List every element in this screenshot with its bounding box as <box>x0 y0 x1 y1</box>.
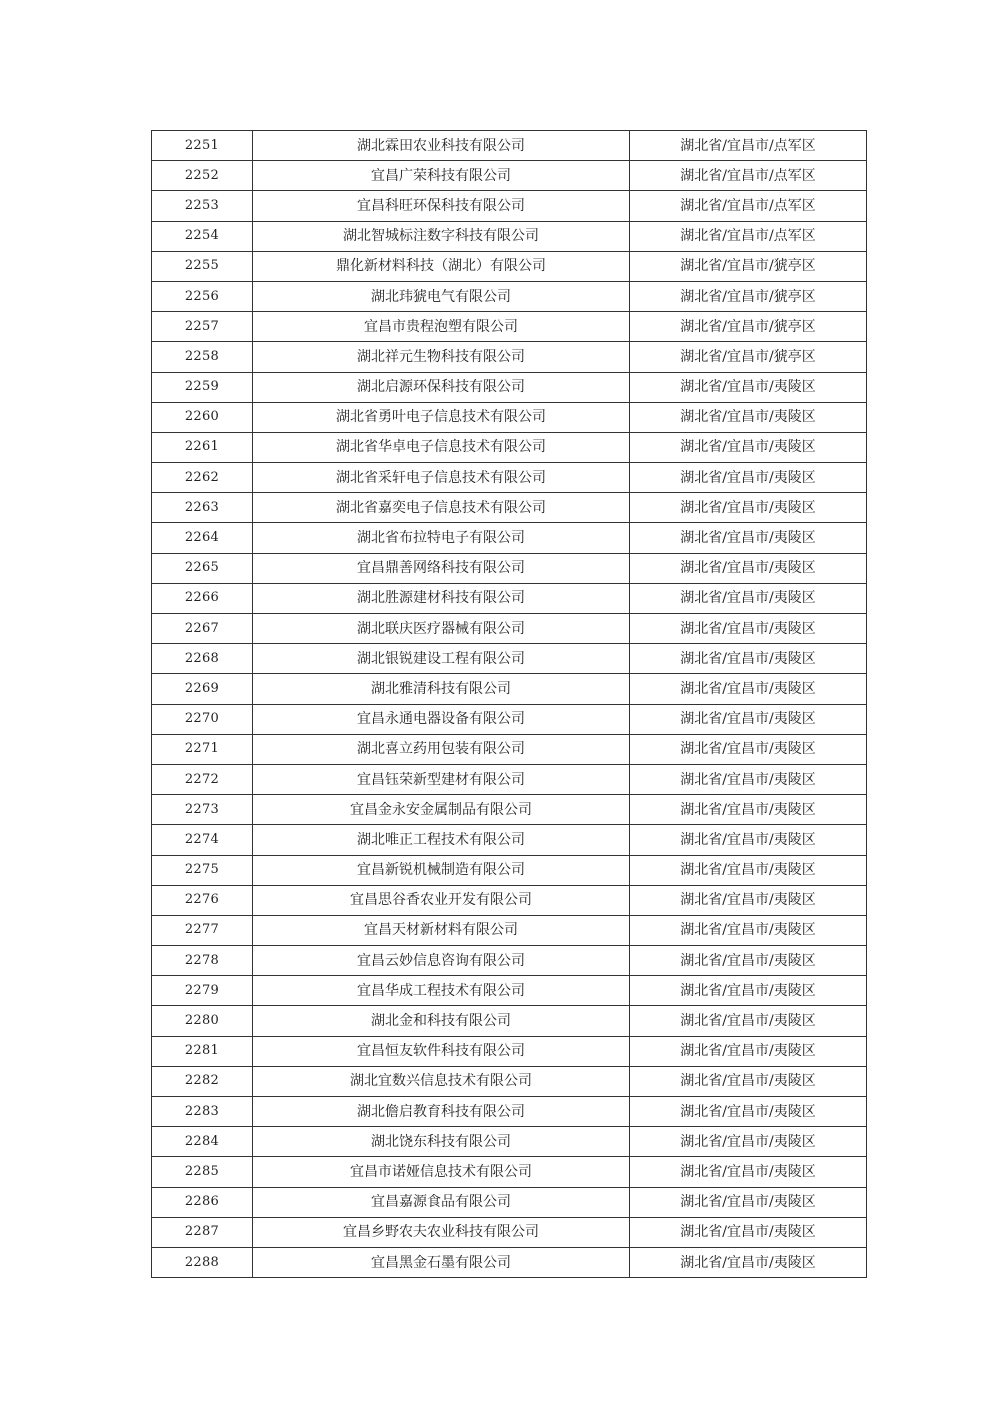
row-number: 2275 <box>152 855 253 885</box>
row-number: 2277 <box>152 915 253 945</box>
company-region: 湖北省/宜昌市/猇亭区 <box>630 251 867 281</box>
company-name: 湖北霖田农业科技有限公司 <box>253 131 630 161</box>
company-name: 宜昌华成工程技术有限公司 <box>253 976 630 1006</box>
company-name: 湖北省布拉特电子有限公司 <box>253 523 630 553</box>
company-region: 湖北省/宜昌市/夷陵区 <box>630 915 867 945</box>
row-number: 2251 <box>152 131 253 161</box>
company-name: 宜昌新锐机械制造有限公司 <box>253 855 630 885</box>
company-region: 湖北省/宜昌市/点军区 <box>630 131 867 161</box>
company-name: 湖北宜数兴信息技术有限公司 <box>253 1066 630 1096</box>
table-row <box>152 976 867 1006</box>
table-row <box>152 131 867 161</box>
company-name: 宜昌天材新材料有限公司 <box>253 915 630 945</box>
row-number: 2268 <box>152 644 253 674</box>
company-region: 湖北省/宜昌市/夷陵区 <box>630 946 867 976</box>
company-name: 湖北唯正工程技术有限公司 <box>253 825 630 855</box>
company-region: 湖北省/宜昌市/夷陵区 <box>630 976 867 1006</box>
company-name: 宜昌科旺环保科技有限公司 <box>253 191 630 221</box>
table-row <box>152 614 867 644</box>
row-number: 2255 <box>152 251 253 281</box>
company-region: 湖北省/宜昌市/夷陵区 <box>630 402 867 432</box>
table-row <box>152 825 867 855</box>
company-region: 湖北省/宜昌市/夷陵区 <box>630 432 867 462</box>
company-name: 湖北省采轩电子信息技术有限公司 <box>253 463 630 493</box>
company-region: 湖北省/宜昌市/夷陵区 <box>630 614 867 644</box>
table-row <box>152 855 867 885</box>
company-region: 湖北省/宜昌市/猇亭区 <box>630 312 867 342</box>
table-row <box>152 1247 867 1277</box>
table-row <box>152 281 867 311</box>
company-name: 宜昌永通电器设备有限公司 <box>253 704 630 734</box>
company-name: 宜昌云妙信息咨询有限公司 <box>253 946 630 976</box>
company-name: 宜昌乡野农夫农业科技有限公司 <box>253 1217 630 1247</box>
company-region: 湖北省/宜昌市/夷陵区 <box>630 1127 867 1157</box>
company-name: 湖北玮猇电气有限公司 <box>253 281 630 311</box>
row-number: 2286 <box>152 1187 253 1217</box>
company-region: 湖北省/宜昌市/夷陵区 <box>630 1036 867 1066</box>
row-number: 2263 <box>152 493 253 523</box>
row-number: 2252 <box>152 161 253 191</box>
table-row <box>152 885 867 915</box>
row-number: 2285 <box>152 1157 253 1187</box>
table-row <box>152 553 867 583</box>
company-name: 湖北金和科技有限公司 <box>253 1006 630 1036</box>
table-row <box>152 1127 867 1157</box>
company-name: 宜昌市诺娅信息技术有限公司 <box>253 1157 630 1187</box>
company-region: 湖北省/宜昌市/猇亭区 <box>630 281 867 311</box>
company-region: 湖北省/宜昌市/夷陵区 <box>630 734 867 764</box>
row-number: 2281 <box>152 1036 253 1066</box>
table-row <box>152 523 867 553</box>
company-region: 湖北省/宜昌市/夷陵区 <box>630 674 867 704</box>
row-number: 2267 <box>152 614 253 644</box>
table-row <box>152 312 867 342</box>
row-number: 2279 <box>152 976 253 1006</box>
row-number: 2287 <box>152 1217 253 1247</box>
company-region: 湖北省/宜昌市/夷陵区 <box>630 1066 867 1096</box>
table-row <box>152 583 867 613</box>
row-number: 2269 <box>152 674 253 704</box>
row-number: 2282 <box>152 1066 253 1096</box>
company-name: 宜昌市贵程泡塑有限公司 <box>253 312 630 342</box>
company-name: 湖北雅清科技有限公司 <box>253 674 630 704</box>
company-region: 湖北省/宜昌市/猇亭区 <box>630 342 867 372</box>
company-name: 宜昌广荣科技有限公司 <box>253 161 630 191</box>
company-name: 宜昌黑金石墨有限公司 <box>253 1247 630 1277</box>
table-row <box>152 463 867 493</box>
company-name: 宜昌思谷香农业开发有限公司 <box>253 885 630 915</box>
company-region: 湖北省/宜昌市/夷陵区 <box>630 553 867 583</box>
company-region: 湖北省/宜昌市/夷陵区 <box>630 764 867 794</box>
company-name: 鼎化新材料科技（湖北）有限公司 <box>253 251 630 281</box>
table-row <box>152 644 867 674</box>
company-region: 湖北省/宜昌市/夷陵区 <box>630 1006 867 1036</box>
row-number: 2258 <box>152 342 253 372</box>
company-name: 湖北省勇叶电子信息技术有限公司 <box>253 402 630 432</box>
company-name: 宜昌金永安金属制品有限公司 <box>253 795 630 825</box>
company-region: 湖北省/宜昌市/夷陵区 <box>630 855 867 885</box>
table-row <box>152 1157 867 1187</box>
row-number: 2260 <box>152 402 253 432</box>
table-row <box>152 1036 867 1066</box>
table-body <box>152 131 867 1278</box>
row-number: 2264 <box>152 523 253 553</box>
company-region: 湖北省/宜昌市/夷陵区 <box>630 372 867 402</box>
table-row <box>152 402 867 432</box>
row-number: 2272 <box>152 764 253 794</box>
table-row <box>152 161 867 191</box>
table-row <box>152 1217 867 1247</box>
table-row <box>152 1006 867 1036</box>
row-number: 2265 <box>152 553 253 583</box>
row-number: 2262 <box>152 463 253 493</box>
company-region: 湖北省/宜昌市/点军区 <box>630 221 867 251</box>
company-name: 湖北省嘉奕电子信息技术有限公司 <box>253 493 630 523</box>
company-region: 湖北省/宜昌市/夷陵区 <box>630 795 867 825</box>
table-row <box>152 432 867 462</box>
company-region: 湖北省/宜昌市/夷陵区 <box>630 885 867 915</box>
company-name: 宜昌恒友软件科技有限公司 <box>253 1036 630 1066</box>
row-number: 2261 <box>152 432 253 462</box>
table-row <box>152 704 867 734</box>
table-row <box>152 1097 867 1127</box>
company-region: 湖北省/宜昌市/夷陵区 <box>630 493 867 523</box>
row-number: 2288 <box>152 1247 253 1277</box>
row-number: 2266 <box>152 583 253 613</box>
row-number: 2270 <box>152 704 253 734</box>
company-name: 湖北胜源建材科技有限公司 <box>253 583 630 613</box>
company-name: 湖北喜立药用包装有限公司 <box>253 734 630 764</box>
company-region: 湖北省/宜昌市/夷陵区 <box>630 1247 867 1277</box>
company-region: 湖北省/宜昌市/夷陵区 <box>630 644 867 674</box>
table-row <box>152 795 867 825</box>
row-number: 2271 <box>152 734 253 764</box>
company-name: 湖北省华卓电子信息技术有限公司 <box>253 432 630 462</box>
table-row <box>152 493 867 523</box>
table-row <box>152 1187 867 1217</box>
company-name: 湖北智城标注数字科技有限公司 <box>253 221 630 251</box>
company-region: 湖北省/宜昌市/点军区 <box>630 191 867 221</box>
table-row <box>152 1066 867 1096</box>
row-number: 2284 <box>152 1127 253 1157</box>
row-number: 2278 <box>152 946 253 976</box>
table-row <box>152 764 867 794</box>
row-number: 2283 <box>152 1097 253 1127</box>
row-number: 2256 <box>152 281 253 311</box>
company-region: 湖北省/宜昌市/夷陵区 <box>630 825 867 855</box>
table-row <box>152 251 867 281</box>
company-region: 湖北省/宜昌市/点军区 <box>630 161 867 191</box>
company-region: 湖北省/宜昌市/夷陵区 <box>630 463 867 493</box>
company-name: 湖北联庆医疗器械有限公司 <box>253 614 630 644</box>
company-name: 湖北儋启教育科技有限公司 <box>253 1097 630 1127</box>
row-number: 2274 <box>152 825 253 855</box>
row-number: 2259 <box>152 372 253 402</box>
table-row <box>152 372 867 402</box>
table-row <box>152 191 867 221</box>
company-region: 湖北省/宜昌市/夷陵区 <box>630 704 867 734</box>
table-row <box>152 674 867 704</box>
table-row <box>152 946 867 976</box>
row-number: 2276 <box>152 885 253 915</box>
row-number: 2257 <box>152 312 253 342</box>
company-name: 湖北银锐建设工程有限公司 <box>253 644 630 674</box>
company-name: 宜昌钰荣新型建材有限公司 <box>253 764 630 794</box>
company-name: 宜昌嘉源食品有限公司 <box>253 1187 630 1217</box>
company-name: 湖北饶东科技有限公司 <box>253 1127 630 1157</box>
table-row <box>152 734 867 764</box>
company-name: 湖北启源环保科技有限公司 <box>253 372 630 402</box>
company-region: 湖北省/宜昌市/夷陵区 <box>630 1097 867 1127</box>
company-region: 湖北省/宜昌市/夷陵区 <box>630 1187 867 1217</box>
company-region: 湖北省/宜昌市/夷陵区 <box>630 523 867 553</box>
company-region: 湖北省/宜昌市/夷陵区 <box>630 1217 867 1247</box>
company-region: 湖北省/宜昌市/夷陵区 <box>630 1157 867 1187</box>
company-name: 宜昌鼎善网络科技有限公司 <box>253 553 630 583</box>
table-row <box>152 342 867 372</box>
company-name: 湖北祥元生物科技有限公司 <box>253 342 630 372</box>
row-number: 2254 <box>152 221 253 251</box>
row-number: 2280 <box>152 1006 253 1036</box>
row-number: 2273 <box>152 795 253 825</box>
company-table <box>151 130 867 1278</box>
table-row <box>152 221 867 251</box>
company-region: 湖北省/宜昌市/夷陵区 <box>630 583 867 613</box>
row-number: 2253 <box>152 191 253 221</box>
table-row <box>152 915 867 945</box>
